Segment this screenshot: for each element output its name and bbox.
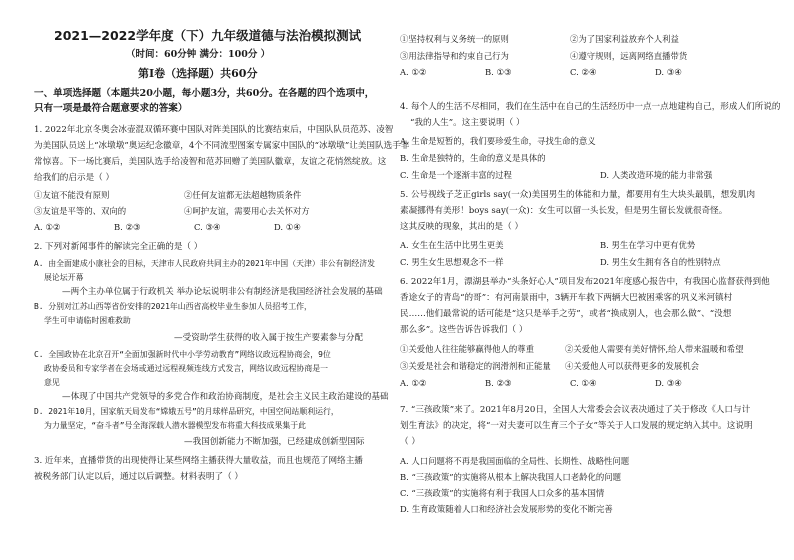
q2-line-7: —受资助学生获得的收入属于按生产要素参与分配	[174, 333, 364, 343]
q1-line-2: 为美国队员送上“冰墩墩”奥运纪念徽章，4个不同流型图案专属家中国队的“冰墩墩”让美国队选手非	[34, 141, 410, 151]
q2-line-1: 2. 下列对新闻事件的解读完全正确的是（ ）	[34, 242, 203, 252]
q1-line-3: 常惊喜。下一场比赛后，美国队选手给凌智和范苏回赠了美国队徽章，友谊之花悄然绽放。这	[34, 157, 387, 167]
q6-option-1: ①关爱他人往往能够赢得他人的尊重	[400, 344, 534, 354]
q1-choice-b: B. ②③	[114, 222, 141, 232]
q3-choice-d: D. ③④	[655, 67, 682, 77]
instruction-line-1: 一、单项选择题（本题共20小题，每小题3分，共60分。在各题的四个选项中，	[34, 88, 375, 99]
q5-choice-a: A. 女生在生活中比男生更美	[400, 240, 504, 250]
q4-choice-d: D. 人类改造环境的能力非常强	[600, 170, 713, 180]
q6-choice-d: D. ③④	[655, 378, 682, 388]
q2-line-8: C. 全国政协在北京召开“全面加强新时代中小学劳动教育”网络议政远程协商会，9位	[34, 350, 331, 359]
q5-line-3: 这其反映的现象，其出的是（ ）	[400, 222, 524, 232]
q4-choice-c: C. 生命是一个逐渐丰富的过程	[400, 170, 512, 180]
q3-option-4: ④遵守规则，远离网络直播带货	[570, 51, 688, 61]
q7-choice-d: D. 生育政策随着人口和经济社会发展形势的变化不断完善	[400, 504, 613, 514]
q2-line-12: D. 2021年10月，国家航天局发布“嫦娥五号”的月球样品研究，中国空间站顺利运行，	[34, 407, 339, 416]
q7-line-3: （ ）	[400, 437, 420, 447]
q2-line-11: —体现了中国共产党领导的多党合作和政治协商制度，是社会主义民主政治建设的基础	[62, 392, 389, 402]
q6-line-1: 6. 2022年1月，漂湖县举办“头条好心人”项目发布2021年度感心报告中，有我国心监督获得到他	[400, 277, 770, 287]
q2-line-9: 政协委员和专家学者在会场或通过远程视频连线方式发言，网络议政远程协商是一	[44, 364, 329, 373]
q7-choice-b: B. “三孩政策”的实施将从根本上解决我国人口老龄化的问题	[400, 472, 622, 482]
q2-line-13: 为力量坚定，“奋斗者”号全海深载人潜水器模型发布将重大科技成果集于此	[44, 421, 307, 430]
q6-line-3: 民……他们最常说的话可能是“这只是举手之劳”，或者“换成别人，也会那么做”、“没想	[400, 309, 732, 319]
q4-line-1: 4. 每个人的生活不尽相同，我们在生活中在自己的生活经历中一点一点地建构自己，形成人们所说的	[400, 102, 781, 112]
q2-line-14: —我国创新能力不断加强，已经建成创新型国际	[184, 437, 365, 447]
q1-option-3: ③友谊是平等的、双向的	[34, 206, 127, 216]
exam-info: （时间：60分钟 满分：100分 ）	[126, 49, 271, 60]
q5-line-1: 5. 公号视线子芝正girls say(一众)美国男生的体能和力量，都要用有生大块头最肌，想发肌肉	[400, 190, 756, 200]
q1-choice-a: A. ①②	[34, 222, 61, 232]
q2-line-4: —两个主办单位属于行政机关 举办论坛说明非公有制经济是我国经济社会发展的基础	[62, 287, 383, 297]
q1-line-1: 1. 2022年北京冬奥会冰壶混双循环赛中国队对阵美国队的比赛结束后，中国队队员范苏、凌智	[34, 125, 394, 135]
q3-option-2: ②为了国家利益放弃个人利益	[570, 34, 679, 44]
q3-option-3: ③用法律指导和约束自己行为	[400, 51, 509, 61]
q2-line-6: 学生可申请临时困难救助	[44, 316, 131, 325]
q7-choice-a: A. 人口问题将不再是我国面临的全局性、长期性、战略性问题	[400, 456, 630, 466]
q7-choice-c: C. “三孩政策”的实施将有利于我国人口众多的基本国情	[400, 488, 605, 498]
q1-option-4: ④呵护友谊，需要用心去关怀对方	[184, 206, 310, 216]
instruction-line-2: 只有一项是最符合题意要求的答案）	[34, 103, 188, 114]
q2-line-10: 意见	[44, 378, 60, 387]
q1-option-1: ①友谊不能没有原则	[34, 190, 110, 200]
q5-choice-c: C. 男生女生思想观念不一样	[400, 257, 504, 267]
q1-line-4: 给我们的启示是（ ）	[34, 173, 115, 183]
q2-line-3: 展论坛开幕	[44, 273, 84, 282]
q5-choice-b: B. 男生在学习中更有优势	[600, 240, 696, 250]
q1-option-2: ②任何友谊都无法超越物质条件	[184, 190, 302, 200]
q4-line-2: “我的人生”。这主要说明（ ）	[410, 118, 525, 128]
q2-line-5: B. 分别对江苏山西等省份安排的2021年山西省高校毕业生参加人员招考工作，	[34, 302, 312, 311]
q5-line-2: 素凝挪得有美形！boys say(一众)：女生可以留一头长发，但是男生留长发就很奇怪。	[400, 206, 728, 216]
q6-choice-c: C. ①④	[570, 378, 597, 388]
q1-choice-d: D. ①④	[274, 222, 301, 232]
q7-line-2: 划生育法》的决定，将“一对夫妻可以生育三个子女”等关于人口发展的规定纳入其中。这说明	[400, 421, 753, 431]
q6-option-3: ③关爱是社会和谐稳定的润滑剂和正能量	[400, 361, 551, 371]
q5-choice-d: D. 男生女生拥有各自的性别特点	[600, 257, 721, 267]
q3-line-1: 3. 近年来，直播带货的出现使得让某些网络主播获得大量收益，而且也规范了网络主播	[34, 456, 363, 466]
q3-choice-b: B. ①③	[485, 67, 512, 77]
q6-line-2: 香途女子的青岛“的哥”：有河南景雨中，3辆开车救下两辆大巴被困乘客的巩义米河镇村	[400, 293, 733, 303]
q6-option-2: ②关爱他人需要有美好情怀,给人带来温暖和希望	[565, 344, 744, 354]
q3-line-2: 被税务部门认定以后，通过以后调整。材料表明了（ ）	[34, 472, 243, 482]
q6-choice-a: A. ①②	[400, 378, 427, 388]
q2-line-2: A. 由全面建成小康社会的目标，天津市人民政府共同主办的2021年中国（天津）非公有制经济发	[34, 259, 375, 268]
q6-option-4: ④关爱他人可以获得更多的发展机会	[565, 361, 699, 371]
exam-title: 2021—2022学年度（下）九年级道德与法治模拟测试	[54, 28, 362, 43]
q4-choice-b: B. 生命是独特的，生命的意义是具体的	[400, 153, 546, 163]
q6-line-4: 那么多”。这些告诉告诉我们（ ）	[400, 325, 528, 335]
q3-choice-c: C. ②④	[570, 67, 597, 77]
q4-choice-a: A. 生命是短暂的，我们要珍爱生命，寻找生命的意义	[400, 136, 596, 146]
q3-option-1: ①坚持权利与义务统一的原则	[400, 34, 509, 44]
section-title: 第Ⅰ卷（选择题）共60分	[138, 67, 258, 80]
q3-choice-a: A. ①②	[400, 67, 427, 77]
q6-choice-b: B. ②③	[485, 378, 512, 388]
q1-choice-c: C. ③④	[194, 222, 221, 232]
q7-line-1: 7. “三孩政策”来了。2021年8月20日，全国人大常委会会议表决通过了关于修改《人口与计	[400, 405, 751, 415]
